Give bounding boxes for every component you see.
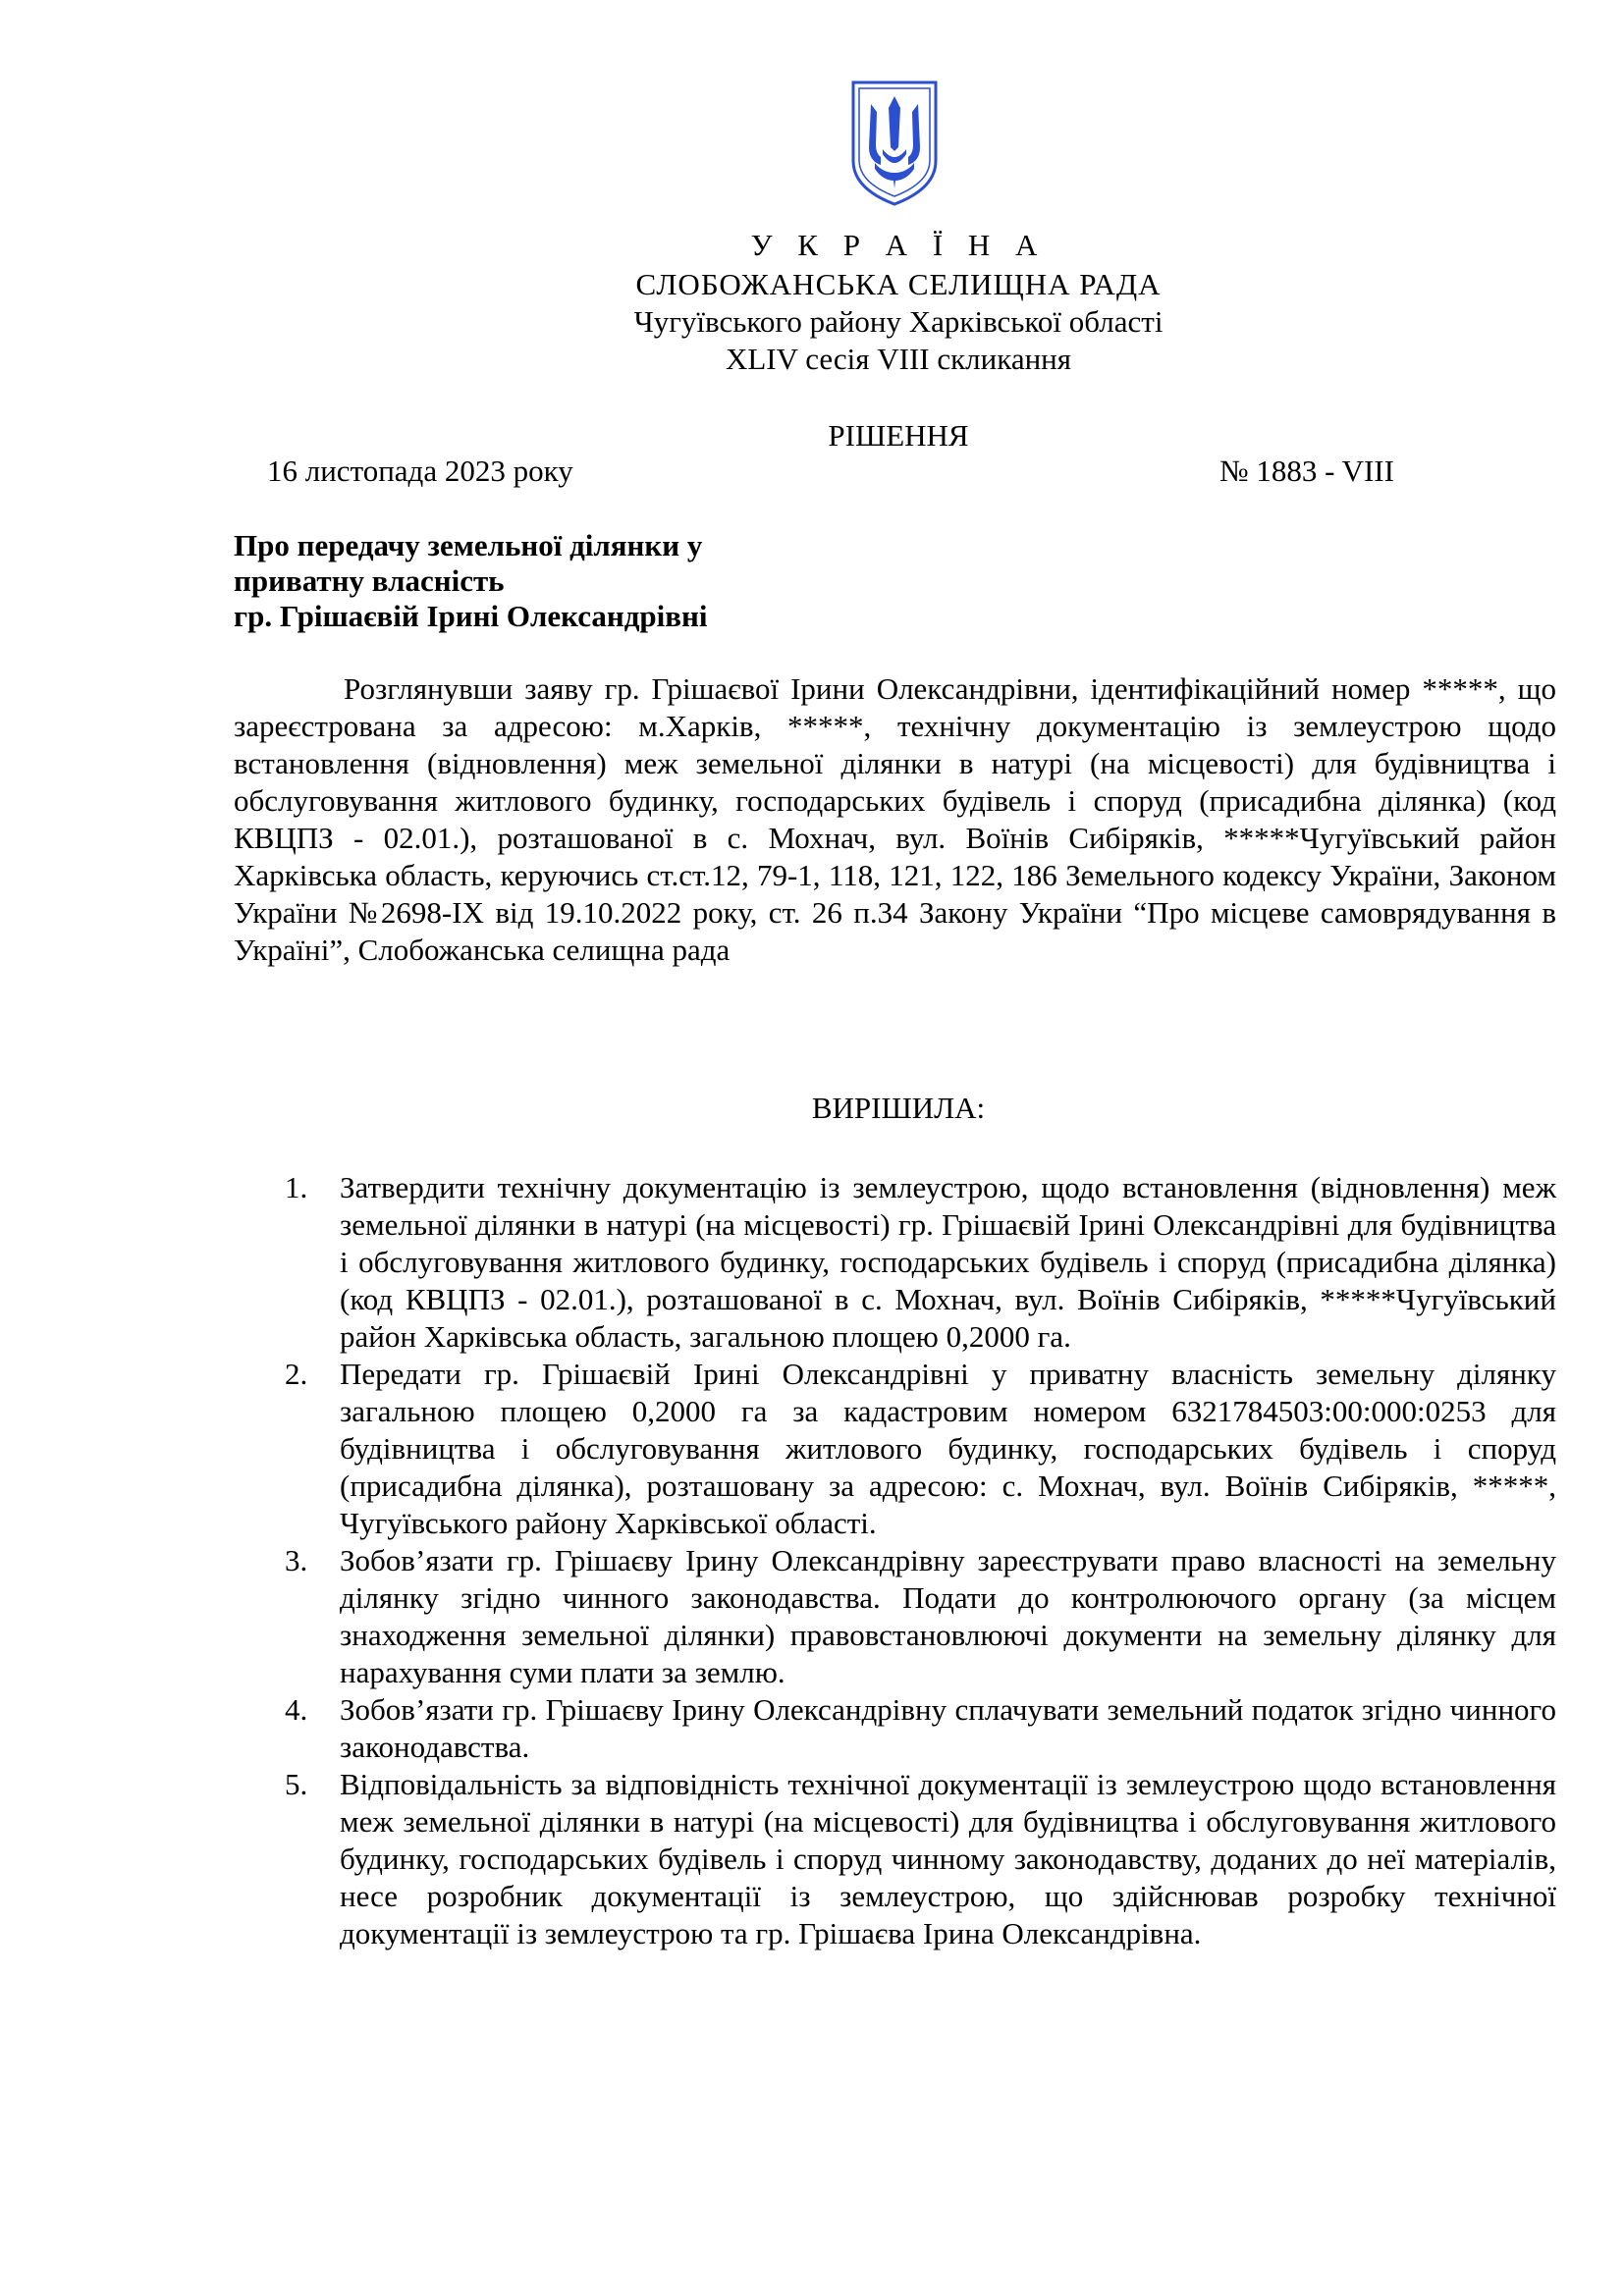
- item-number: 5.: [285, 1767, 308, 1801]
- ukraine-tryzub-emblem-icon: [849, 79, 940, 208]
- preamble-paragraph: Розглянувши заяву гр. Грішаєвої Ірини Олександрівни, ідентифікаційний номер *****, що зареєстрована за адресою: м.Харків, *****, технічну документацію із землеустрою щодо встановлення (відновлення) меж земельної ділянки в натурі (на місцевості) для будівництва і обслуговування житлового будинку, господарських будівель і споруд (присадибна ділянка) (код КВЦПЗ - 02.01.), розташованої в с. Мохнач, вул. Воїнів Сибіряків, *****Чугуївський район Харківська область, керуючись ст.ст.12, 79-1, 118, 121, 122, 186 Земельного кодексу України, Законом України №2698-IX від 19.10.2022 року, ст. 26 п.34 Закону України “Про місцеве самоврядування в Україні”, Слобожанська селищна рада: [234, 671, 1556, 967]
- resolved-heading: ВИРІШИЛА:: [811, 1091, 986, 1125]
- decision-items-list: [234, 1169, 1556, 1952]
- decision-subject: [234, 528, 921, 634]
- item-text: Затвердити технічну документацію із землеустрою, щодо встановлення (відновлення) меж земельної ділянки в натурі (на місцевості) гр. Грішаєвій Ірині Олександрівні для будівництва і обслуговування житлового будинку, господарських будівель і споруд (присадибна ділянка) (код КВЦПЗ - 02.01.), розташованої в с. Мохнач, вул. Воїнів Сибіряків, *****Чугуївський район Харківська область, загальною площею 0,2000 га.: [340, 1170, 1556, 1354]
- header-session: XLIV сесія VIII скликання: [725, 342, 1072, 376]
- decision-number: № 1883 - VIII: [1219, 454, 1394, 488]
- list-item: [234, 1691, 1556, 1766]
- item-text: Відповідальність за відповідність технічної документації із землеустрою щодо встановлення меж земельної ділянки в натурі (на місцевості) для будівництва і обслуговування житлового будинку, господарських будівель і споруд чинному законодавству, доданих до неї матеріалів, несе розробник документації із землеустрою, що здійснював розробку технічної документації із землеустрою та гр. Грішаєва Ірина Олександрівна.: [340, 1767, 1556, 1950]
- subject-line-2: приватну власність: [234, 563, 505, 598]
- item-text: Передати гр. Грішаєвій Ірині Олександрівні у приватну власність земельну ділянку загальною площею 0,2000 га за кадастровим номером 6321784503:00:000:0253 для будівництва і обслуговування житлового будинку, господарських будівель і споруд (присадибна ділянка), розташовану за адресою: с. Мохнач, вул. Воїнів Сибіряків, *****, Чугуївського району Харківської області.: [340, 1357, 1556, 1540]
- list-item: [234, 1542, 1556, 1691]
- decision-title: РІШЕННЯ: [828, 418, 969, 453]
- header-council: СЛОБОЖАНСЬКА СЕЛИЩНА РАДА: [635, 267, 1162, 301]
- header-district: Чугуївського району Харківської області: [633, 304, 1164, 339]
- list-item: [234, 1766, 1556, 1952]
- item-number: 3.: [285, 1543, 308, 1577]
- item-text: Зобов’язати гр. Грішаєву Ірину Олександрівну сплачувати земельний податок згідно чинного законодавства.: [340, 1692, 1556, 1764]
- decision-date: 16 листопада 2023 року: [267, 454, 573, 488]
- list-item: [234, 1169, 1556, 1356]
- subject-line-3: гр. Грішаєвій Ірині Олександрівні: [234, 599, 708, 633]
- list-item: [234, 1356, 1556, 1542]
- item-number: 2.: [285, 1357, 308, 1391]
- item-number: 4.: [285, 1692, 308, 1727]
- item-text: Зобов’язати гр. Грішаєву Ірину Олександрівну зареєструвати право власності на земельну ділянку згідно чинного законодавства. Подати до контролюючого органу (за місцем знаходження земельної ділянки) правовстановлюючі документи на земельну ділянку для нарахування суми плати за землю.: [340, 1543, 1556, 1689]
- item-number: 1.: [285, 1170, 308, 1204]
- header-country: У К Р А Ї Н А: [750, 228, 1047, 262]
- subject-line-1: Про передачу земельної ділянки у: [234, 528, 703, 562]
